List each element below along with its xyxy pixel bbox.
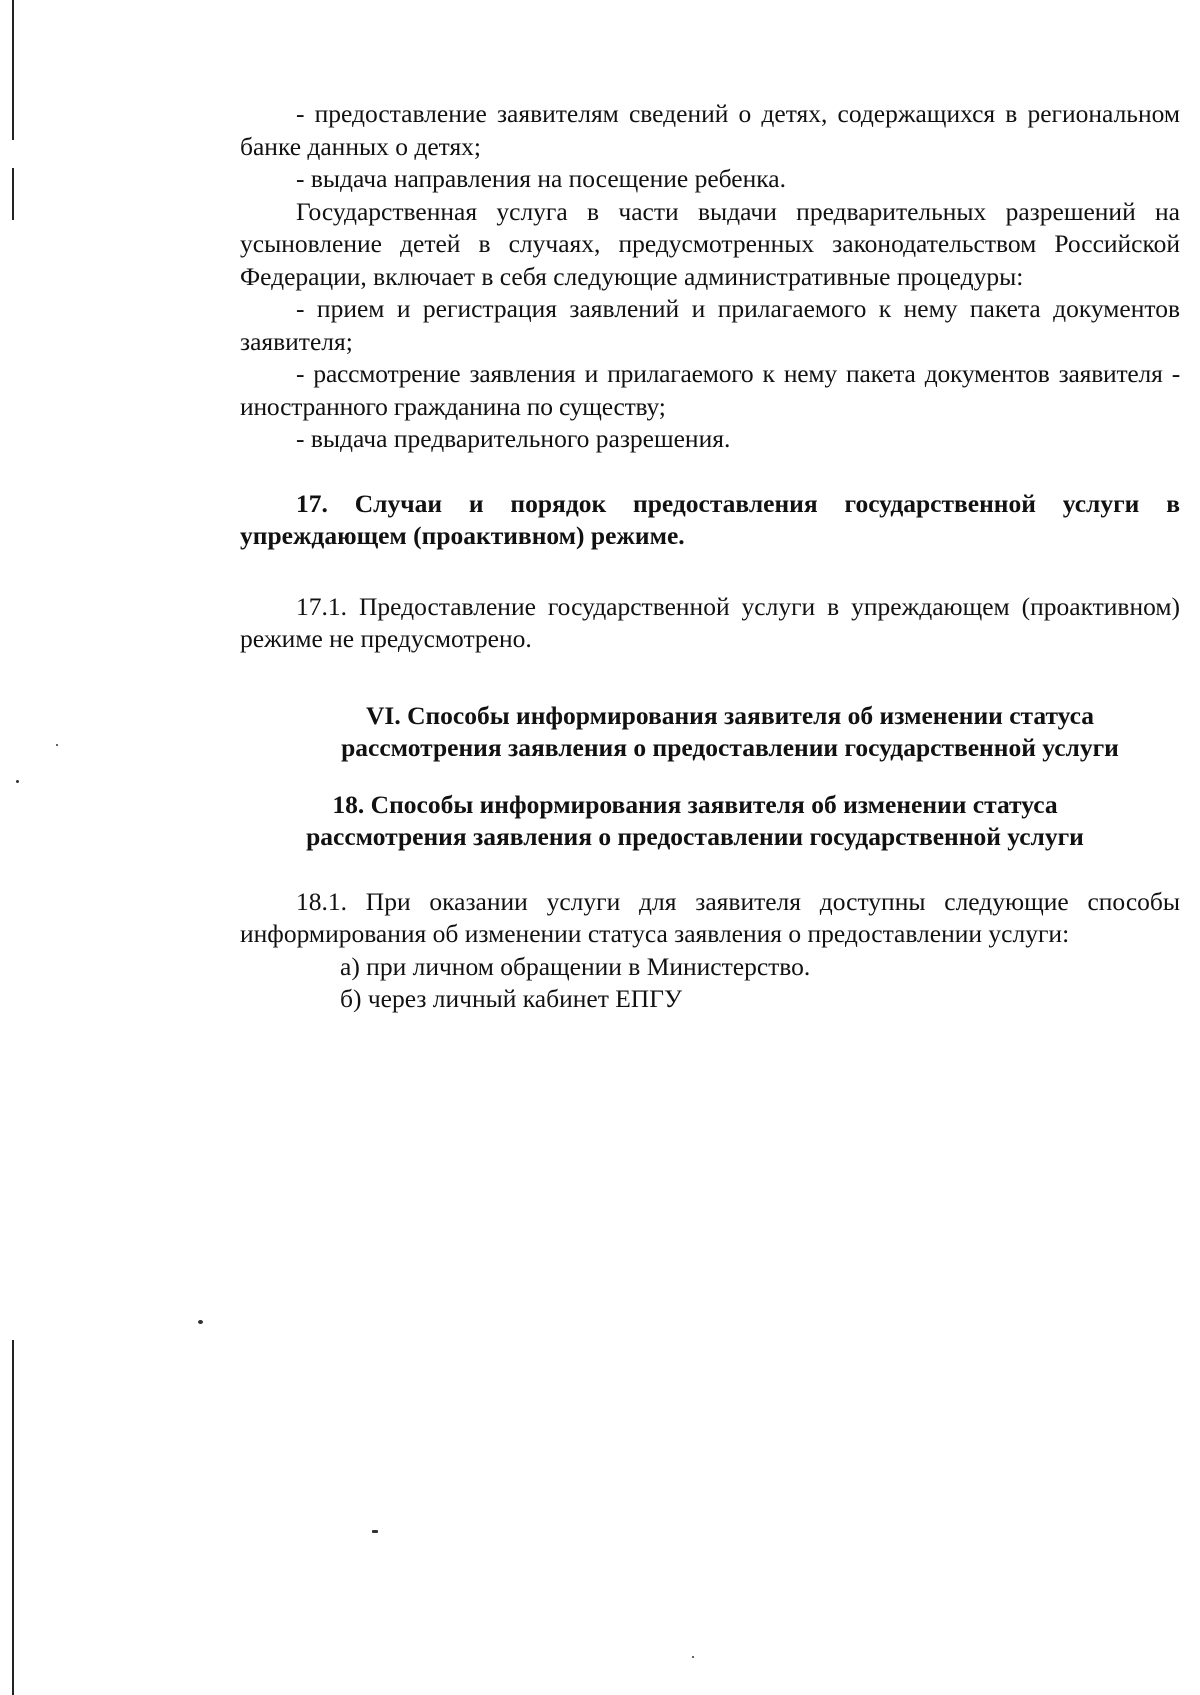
section-vi-heading: [240, 700, 1180, 765]
section-18-heading: [240, 789, 1180, 854]
body-paragraph: - выдача направления на посещение ребенка.: [296, 164, 786, 193]
spacer: [240, 553, 1180, 591]
scan-edge-line: [12, 168, 14, 220]
section-17-paragraph: 17.1. Предоставление государственной услуги в упреждающем (проактивном) режиме не предусмотрено.: [240, 591, 1180, 653]
section-18-heading-line: рассмотрения заявления о предоставлении государственной услуги: [306, 822, 1084, 851]
section-vi-heading-line: рассмотрения заявления о предоставлении государственной услуги: [341, 733, 1119, 762]
scan-speck: [198, 1320, 203, 1324]
body-paragraph: - рассмотрение заявления и прилагаемого к нему пакета документов заявителя - иностранного гражданина по существу;: [240, 359, 1180, 421]
section-18-heading-line: 18. Способы информирования заявителя об изменении статуса: [332, 789, 1058, 819]
body-paragraph: - предоставление заявителям сведений о детях, содержащихся в региональном банке данных о детях;: [240, 99, 1180, 161]
document-body: [240, 98, 1180, 1016]
section-17-heading: 17. Случаи и порядок предоставления государственной услуги в упреждающем (проактивном) режиме.: [240, 488, 1180, 550]
spacer: [240, 656, 1180, 700]
body-paragraph: - выдача предварительного разрешения.: [296, 424, 731, 453]
spacer: [240, 765, 1180, 789]
list-item: а) при личном обращении в Министерство.: [340, 951, 811, 981]
scan-speck: [56, 744, 58, 746]
body-paragraph: - прием и регистрация заявлений и прилагаемого к нему пакета документов заявителя;: [240, 294, 1180, 356]
scan-edge-line: [12, 0, 14, 140]
spacer: [240, 854, 1180, 886]
scan-speck: [692, 1656, 694, 1658]
body-paragraph: Государственная услуга в части выдачи предварительных разрешений на усыновление детей в случаях, предусмотренных законодательством Российской Федерации, включает в себя следующие административные процедуры:: [240, 196, 1180, 291]
spacer: [240, 456, 1180, 488]
list-item: б) через личный кабинет ЕПГУ: [340, 984, 683, 1013]
scan-edge-line: [12, 1340, 14, 1695]
section-vi-heading-line: VI. Способы информирования заявителя об изменении статуса: [365, 700, 1095, 730]
scan-speck: [16, 780, 19, 783]
section-18-paragraph: 18.1. При оказании услуги для заявителя доступны следующие способы информирования об изменении статуса заявления о предоставлении услуги:: [240, 886, 1180, 948]
scan-speck: [372, 1530, 378, 1533]
